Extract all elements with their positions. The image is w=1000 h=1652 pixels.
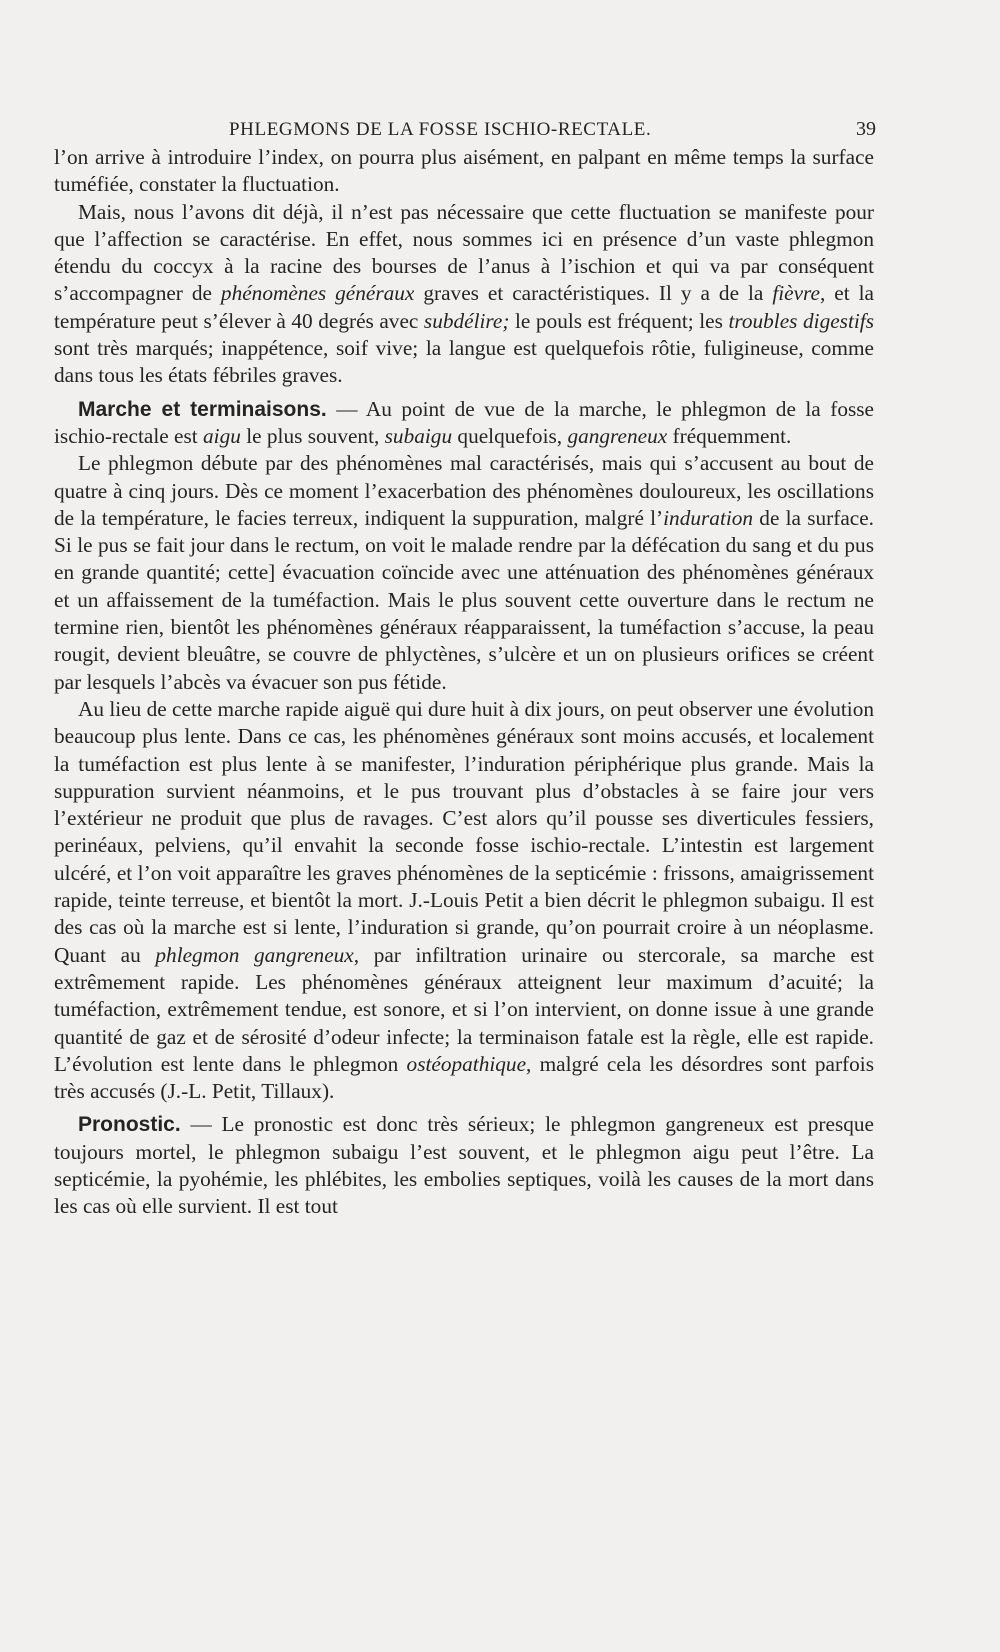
paragraph-general-symptoms (54, 199, 874, 390)
body-text (54, 144, 874, 1221)
text-run: — Le pronostic est donc très sérieux; le phlegmon gangreneux est presque toujours mortel, le phlegmon subaigu l’est souvent, et le phlegmon aigu peut l’être. La septicémie, la pyohémie, les phlébites, les embolies septiques, voilà les causes de la mort dans les cas où elle survient. Il est tout (54, 1112, 874, 1219)
section-heading-marche: Marche et terminaisons. (78, 397, 327, 421)
text-run: , par infiltration urinaire ou stercorale, sa marche est extrêmement rapide. Les phénomènes généraux atteignent leur maximum d’acuité; la tuméfaction, extrêmement tendue, est sonore, et si l’on intervient, on donne issue à une grande quantité de gaz et de sérosité d’odeur infecte; la terminaison fatale est la règle, elle est rapide. L’évolution est lente dans le phlegmon (54, 942, 874, 1076)
paragraph-pronostic (54, 1111, 874, 1220)
italic-run: fièvre (772, 281, 821, 306)
text-run: l’on arrive à introduire l’index, on pourra plus aisément, en palpant en même temps la surface tuméfiée, constater la fluctuation. (54, 145, 874, 197)
text-run: fréquemment. (667, 423, 792, 448)
italic-run: aigu (203, 423, 241, 448)
paragraph-continuation (54, 144, 874, 199)
text-run: Au lieu de cette marche rapide aiguë qui dure huit à dix jours, on peut observer une évolution beaucoup plus lente. Dans ce cas, les phénomènes généraux sont moins accusés, et localement la tuméfaction est plus lente à se manifester, l’induration périphérique plus grande. Mais la suppuration survient néanmoins, et le pus trouvant plus d’obstacles à se faire jour vers l’extérieur ne produit que plus de ravages. C’est alors qu’il pousse ses diverticules fessiers, perinéaux, pelviens, qu’il envahit la seconde fosse ischio-rectale. L’intestin est largement ulcéré, et l’on voit apparaître les graves phénomènes de la septicémie : frissons, amaigrissement rapide, teinte terreuse, et bientôt la mort. J.-Louis Petit a bien décrit le phlegmon subaigu. Il est des cas où la marche est si lente, l’induration si grande, qu’on pourrait croire à un néoplasme. Quant au (54, 696, 875, 967)
italic-run: troubles digestifs (728, 308, 874, 333)
paragraph-marche (54, 396, 874, 451)
italic-run: ostéopathique (406, 1051, 527, 1076)
text-run: graves et caractéristiques. Il y a de la (414, 281, 773, 306)
italic-run: induration (663, 505, 754, 530)
text-run: le pouls est fréquent; les (509, 308, 729, 333)
text-run: le plus souvent, (240, 423, 385, 448)
text-run: de la surface. Si le pus se fait jour dans le rectum, on voit le malade rendre par la défécation du sang et du pus en grande quantité; cette] évacuation coïncide avec une atténuation des phénomènes généraux et un affaissement de la tuméfaction. Mais le plus souvent cette ouverture dans le rectum ne termine rien, bientôt les phénomènes généraux réapparaissent, la tuméfaction s’accuse, la peau rougit, devient bleuâtre, se couvre de phlyctènes, s’ulcère et un on plusieurs orifices se créent par lesquels l’abcès va évacuer son pus fétide. (54, 505, 874, 694)
italic-run: gangreneux (567, 423, 668, 448)
italic-run: subdélire; (423, 308, 510, 333)
italic-run: phlegmon gangreneux (155, 942, 354, 967)
text-run: sont très marqués; inappétence, soif vive; la langue est quelquefois rôtie, fuligineuse, comme dans tous les états fébriles graves. (54, 336, 874, 388)
text-run: — Au point de vue de la marche, le phlegmon de la fosse ischio-rectale est (54, 396, 874, 448)
paragraph-evolution (54, 696, 874, 1105)
text-run: , et la température peut s’élever à 40 degrés avec (54, 281, 874, 333)
italic-run: phénomènes généraux (220, 281, 415, 306)
text-run: Le phlegmon débute par des phénomènes mal caractérisés, mais qui s’accusent au bout de quatre à cinq jours. Dès ce moment l’exacerbation des phénomènes douloureux, les oscillations de la température, le facies terreux, indiquent la suppuration, malgré l’ (54, 451, 874, 530)
running-header (54, 118, 874, 144)
section-heading-pronostic: Pronostic. (78, 1113, 181, 1137)
italic-run: subaigu (384, 423, 453, 448)
text-run: Mais, nous l’avons dit déjà, il n’est pas nécessaire que cette fluctuation se manifeste pour que l’affection se caractérise. En effet, nous sommes ici en présence d’un vaste phlegmon étendu du coccyx à la racine des bourses de l’anus à l’ischion et qui va par conséquent s’accompagner de (54, 199, 874, 306)
page-number: 39 (856, 118, 876, 140)
running-title: PHLEGMONS DE LA FOSSE ISCHIO-RECTALE. (229, 119, 652, 140)
text-run: quelquefois, (452, 423, 568, 448)
paragraph-debut (54, 450, 874, 696)
text-run: , malgré cela les désordres sont parfois très accusés (J.-L. Petit, Tillaux). (54, 1051, 874, 1104)
